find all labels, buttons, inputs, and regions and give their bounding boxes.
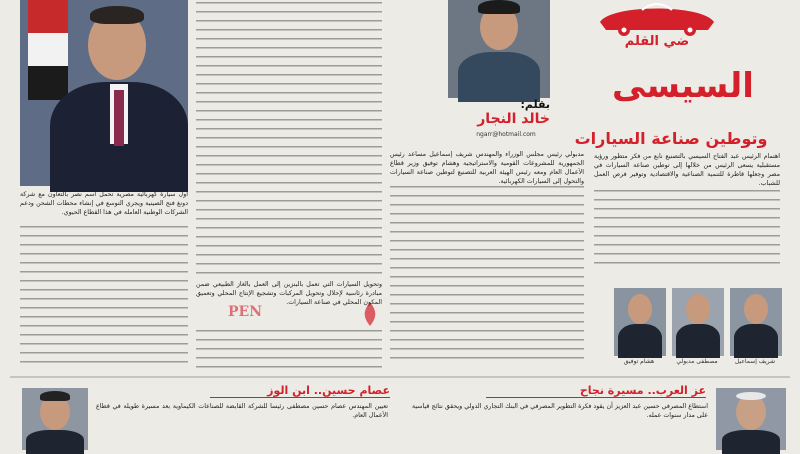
article-column-3-body: وتحويل السيارات التي تعمل بالبنزين إلى العمل بالغاز الطبيعي ضمن مبادرة رئاسية لإحلال وتحويل المركبات وتشجيع الإنتاج المحلي وتعميق المكون المحلي في صناعة السيارات.: [196, 281, 382, 307]
president-photo: [20, 0, 188, 186]
bottom-headline-2: عصام حسين.. ابن الوز: [210, 384, 390, 398]
byline-prefix: بقلم:: [520, 98, 550, 111]
bottom-article-1: [406, 382, 792, 450]
author-email: ngarr@hotmail.com: [476, 131, 536, 138]
article-column-4: [20, 226, 188, 370]
article-column-3-top: [196, 2, 382, 280]
article-column-2-lead: مدبولي رئيس مجلس الوزراء والمهندس شريف إسماعيل مساعد رئيس الجمهورية للمشروعات القومية والاستراتيجية وهشام توفيق وزير قطاع الأعمال العام ومعه رئيس الهيئة العربية للتصنيع لتوطين صناعة السيارات والتحول إلى السيارات الكهربائية.: [390, 151, 584, 186]
official-photo-2: [672, 288, 724, 356]
official-name-3: هشام توفيق: [623, 358, 655, 365]
official-name-2: مصطفى مدبولي: [676, 358, 718, 365]
article-column-2: [390, 186, 584, 362]
article-column-4-lead: أول سيارة كهربائية مصرية تحمل اسم نصر بالتعاون مع شركة دونغ فنج الصينية ويجري التوسع في إنشاء محطات الشحن ودعم الشركات الوطنية العاملة في هذا القطاع الحيوي.: [20, 191, 188, 217]
official-name-1: شريف إسماعيل: [734, 358, 776, 365]
bottom-headline-1: عز العرب.. مسيرة نجاح: [486, 384, 706, 398]
official-photo-3: [614, 288, 666, 356]
article-column-1: [594, 190, 780, 270]
author-name: خالد النجار: [477, 111, 550, 127]
bottom-text-1: استطاع المصرفي حسين عبد العزيز أن يقود فكرة التطوير المصرفي في البنك التجاري الدولي ويحقق نتائج قياسية على مدار سنوات عمله.: [412, 403, 708, 420]
section-divider: [10, 376, 790, 378]
column-logo: [582, 0, 732, 62]
bottom-text-2: تعيين المهندس عصام حسين مصطفى رئيسا للشركة القابضة للصناعات الكيماوية بعد مسيرة طويلة في قطاع الأعمال العام.: [96, 403, 388, 420]
car-logo-icon: [582, 0, 732, 62]
bottom-article-2: [10, 382, 396, 450]
article-column-3-bottom: [196, 330, 382, 370]
bottom-photo-2: [22, 388, 88, 450]
column-label: ضي القلم: [624, 34, 690, 49]
headline-main: السيسى: [612, 66, 754, 106]
watermark-text: PEN: [228, 304, 262, 320]
article-intro: اهتمام الرئيس عبد الفتاح السيسي بالتصنيع نابع من فكر متطور ورؤية مستقبلية يسعى الرئيس من خلالها إلى توطين صناعة السيارات في مصر وجعلها قاطرة للتنمية الصناعية والاقتصادية وتوفير فرص العمل للشباب.: [594, 153, 780, 188]
bottom-photo-1: [716, 388, 786, 450]
headline-sub: وتوطين صناعة السيارات: [574, 129, 768, 148]
author-photo: [448, 0, 550, 98]
official-photo-1: [730, 288, 782, 356]
